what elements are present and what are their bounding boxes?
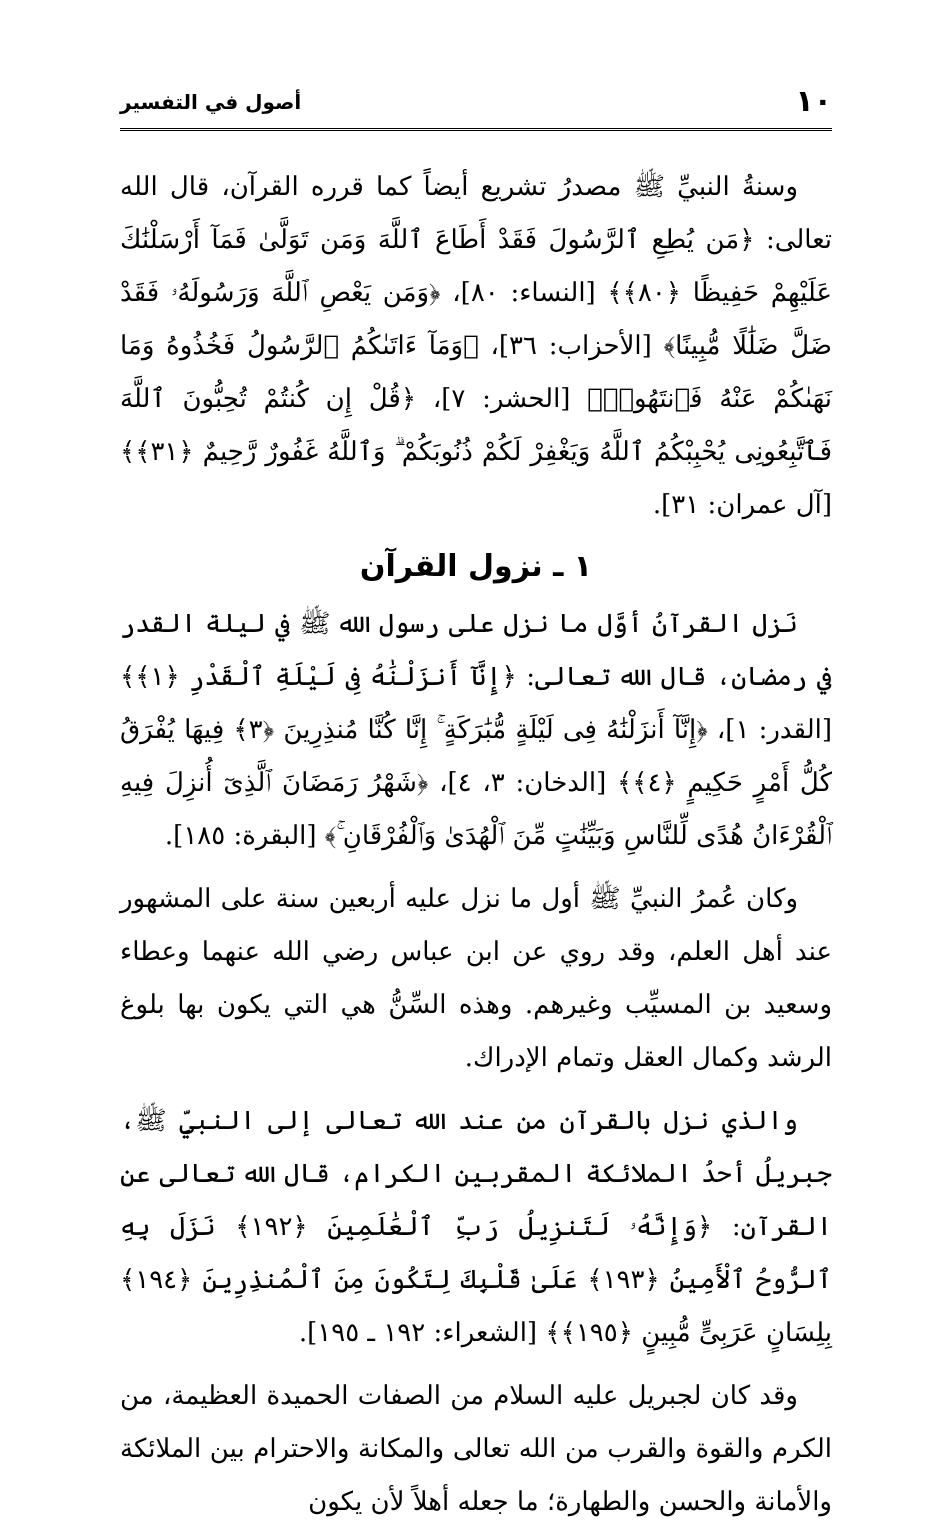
paragraph-sunnah: وسنةُ النبيِّ ﷺ مصدرُ تشريع أيضاً كما قرره القرآن، قال الله تعالى: ﴿مَن يُطِعِ ٱلرَّسُولَ فَقَدْ أَطَاعَ ٱللَّهَ وَمَن تَوَلَّىٰ فَمَآ أَرْسَلْنَٰكَ عَلَيْهِمْ حَفِيظًا ﴿٨٠﴾﴾ [النساء: ٨٠]، ﴿وَمَن يَعْصِ ٱللَّهَ وَرَسُولَهُۥ فَقَدْ ضَلَّ ضَلَٰلًا مُّبِينًا﴾ [الأحزاب: ٣٦]، ﴿وَمَآ ءَاتَىٰكُمُ ٱلرَّسُولُ فَخُذُوهُ وَمَا نَهَىٰكُمْ عَنْهُ فَٱنتَهُوا۟﴾ [الحشر: ٧]، ﴿قُلْ إِن كُنتُمْ تُحِبُّونَ ٱللَّهَ فَٱتَّبِعُونِى يُحْبِبْكُمُ ٱللَّهُ وَيَغْفِرْ لَكُمْ ذُنُوبَكُمْ ۗ وَٱللَّهُ غَفُورٌ رَّحِيمٌ ﴿٣١﴾﴾ [آل عمران: ٣١]. — [120, 172, 833, 520]
paragraph-jibril: والذي نزل بالقرآن من عند الله تعالى إلى النبيِّ ﷺ، جبريلُ أحدُ الملائكة المقربين الكرام، قال الله تعالى عن القرآن: ﴿وَإِنَّهُۥ لَتَنزِيلُ رَبِّ ٱلْعَٰلَمِينَ ﴿١٩٢﴾ نَزَلَ بِهِ ٱلرُّوحُ ٱلْأَمِينُ ﴿١٩٣﴾ عَلَىٰ قَلْبِكَ لِتَكُونَ مِنَ ٱلْمُنذِرِينَ ﴿١٩٤﴾ بِلِسَانٍ عَرَبِىٍّ مُّبِينٍ ﴿١٩٥﴾﴾ [الشعراء: ١٩٢ ـ ١٩٥]. — [120, 1106, 832, 1348]
page-header — [120, 84, 832, 131]
paragraph-jibril-attributes: وقد كان لجبريل عليه السلام من الصفات الحميدة العظيمة، من الكرم والقوة والقرب من الله تعالى والمكانة والاحترام بين الملائكة والأمانة والحسن والطهارة؛ ما جعله أهلاً لأن يكون — [120, 1381, 832, 1517]
paragraph-revelation: نَزل القرآنُ أوَّل ما نزل على رسول الله ﷺ في ليلة القدر في رمضان، قال الله تعالى: ﴿إِنَّآ أَنزَلْنَٰهُ فِى لَيْلَةِ ٱلْقَدْرِ ﴿١﴾﴾ [القدر: ١]، ﴿إِنَّآ أَنزَلْنَٰهُ فِى لَيْلَةٍ مُّبَٰرَكَةٍ ۚ إِنَّا كُنَّا مُنذِرِينَ ﴿٣﴾ فِيهَا يُفْرَقُ كُلُّ أَمْرٍ حَكِيمٍ ﴿٤﴾﴾ [الدخان: ٣، ٤]، ﴿شَهْرُ رَمَضَانَ ٱلَّذِىٓ أُنزِلَ فِيهِ ٱلْقُرْءَانُ هُدًى لِّلنَّاسِ وَبَيِّنَٰتٍ مِّنَ ٱلْهُدَىٰ وَٱلْفُرْقَانِ ۚ﴾ [البقرة: ١٨٥]. — [120, 609, 832, 851]
section-title: ١ ـ نزول القرآن — [359, 549, 593, 584]
body-text — [120, 161, 832, 1529]
page-number: ١٠ — [795, 84, 832, 119]
running-title: أصول في التفسير — [120, 90, 302, 114]
paragraph-prophet-age: وكان عُمرُ النبيِّ ﷺ أول ما نزل عليه أربعين سنة على المشهور عند أهل العلم، وقد روي عن ابن عباس رضي الله عنهما وعطاء وسعيد بن المسيِّب وغيرهم. وهذه السِّنُّ هي التي يكون بها بلوغ الرشد وكمال العقل وتمام الإدراك. — [120, 884, 832, 1073]
book-page — [120, 84, 832, 1539]
